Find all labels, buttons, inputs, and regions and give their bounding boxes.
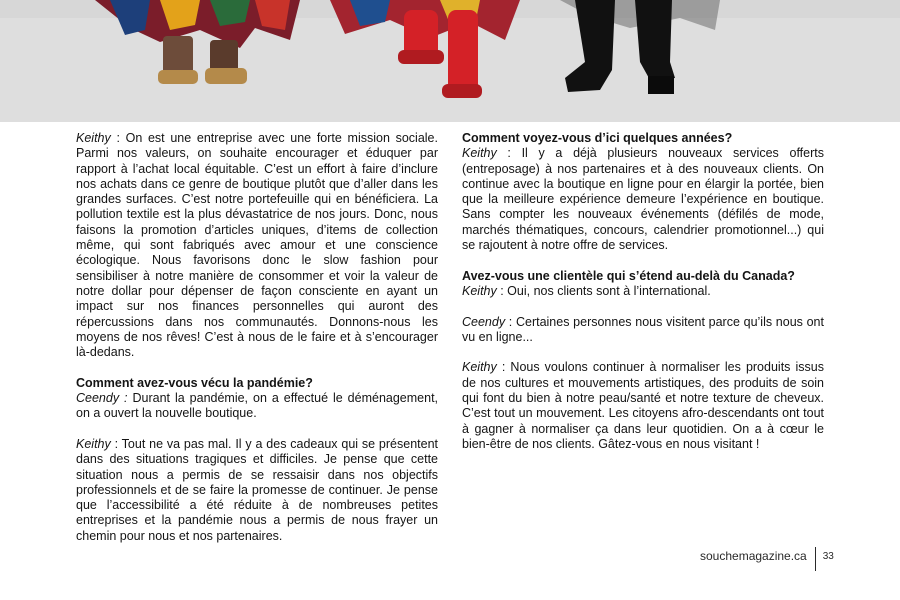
website-link[interactable]: souchemagazine.ca xyxy=(700,549,807,563)
speaker-name: Ceendy xyxy=(462,314,506,329)
speaker-name: Keithy xyxy=(462,146,497,161)
question-heading: Avez-vous une clientèle qui s’étend au-delà du Canada? xyxy=(462,268,795,283)
answer-text: : Tout ne va pas mal. Il y a des cadeaux qui se présentent dans des situations tragiques et difficiles. Je pense que cette situation nous a permis de se ressaisir dans nos objectifs professionnels et de se faire la promesse de continuer. Je pense que l’accessibilité a été réduite à de nombreuses petites entreprises et la pandémie nous a permis de nous frayer un chemin pour nous et nos partenaires. xyxy=(76,436,438,543)
question-heading: Comment voyez-vous d’ici quelques années? xyxy=(462,131,733,145)
page-number: 33 xyxy=(822,550,834,562)
question-heading: Comment avez-vous vécu la pandémie? xyxy=(76,375,313,390)
page-footer xyxy=(700,546,834,566)
header-photo xyxy=(0,0,900,122)
right-column xyxy=(462,131,824,468)
answer-paragraph xyxy=(76,437,438,544)
answer-text: Durant la pandémie, on a effectué le déménagement, on a ouvert la nouvelle boutique. xyxy=(76,391,439,421)
answer-paragraph xyxy=(462,315,824,346)
speaker-name: Keithy xyxy=(76,131,111,145)
answer-paragraph xyxy=(462,360,824,452)
answer-text: : Certaines personnes nous visitent parce qu’ils nous ont vu en ligne... xyxy=(462,314,824,344)
question-block xyxy=(76,376,438,391)
question-block xyxy=(462,131,824,146)
feet-photo-illustration xyxy=(0,0,900,122)
answer-text: : Nous voulons continuer à normaliser les produits issus de nos cultures et mouvements artistiques, des produits de soin qui font du bien à notre peau/santé et notre texture de cheveux. C’est tout un mouvement. Les citoyens afro-descendants ont tout à gagner à normaliser ça dans leur quotidien. On a à cœur le bien-être de nos clients. Gâtez-vous en nous visitant ! xyxy=(462,360,824,451)
speaker-name: Ceendy : xyxy=(76,391,128,406)
answer-text: : Oui, nos clients sont à l’international. xyxy=(496,283,711,298)
answer-text: : Il y a déjà plusieurs nouveaux services offerts (entreposage) à nos partenaires et à des nouveaux clients. On continue avec la boutique en ligne pour en élargir la portée, bien que la meilleure expérience demeure l’expérience en boutique. Sans compter les nouveaux événements (défilés de mode, marchés thématiques, concours, calendrier promotionnel...) qui se rajoutent à notre offre de services. xyxy=(462,146,824,253)
speaker-name: Keithy xyxy=(462,283,497,298)
speaker-name: Keithy xyxy=(462,360,497,375)
speaker-name: Keithy xyxy=(76,436,111,451)
answer-paragraph xyxy=(76,131,438,360)
answer-paragraph xyxy=(76,391,438,422)
answer-paragraph xyxy=(462,284,824,299)
answer-paragraph xyxy=(462,146,824,253)
answer-text: : On est une entreprise avec une forte mission sociale. Parmi nos valeurs, on souhaite encourager et éduquer par rapport à l’achat local équitable. C’est un effort à faire d’inclure nos achats dans ce genre de boutique plutôt que d’aller dans les grandes surfaces. C’est notre portefeuille qui en bénéficiera. La pollution textile est la plus dévastatrice de nos jours. Donc, nous faisons la promotion d’articles uniques, d’items de collection même, qui sont fabriqués avec amour et une conscience écologique. Nous favorisons donc le slow fashion pour sensibiliser à notre manière de consommer et voir la valeur de notre dollar pour dépenser de façon consciente en ayant un impact sur nos finances personnelles qui auront des répercussions dans nos communautés. Donnons-nous les moyens de nos rêves! C’est à nous de le faire et à s’encourager là-dedans. xyxy=(76,131,438,360)
left-column xyxy=(76,131,438,559)
footer-divider xyxy=(815,547,816,571)
question-block xyxy=(462,269,824,284)
